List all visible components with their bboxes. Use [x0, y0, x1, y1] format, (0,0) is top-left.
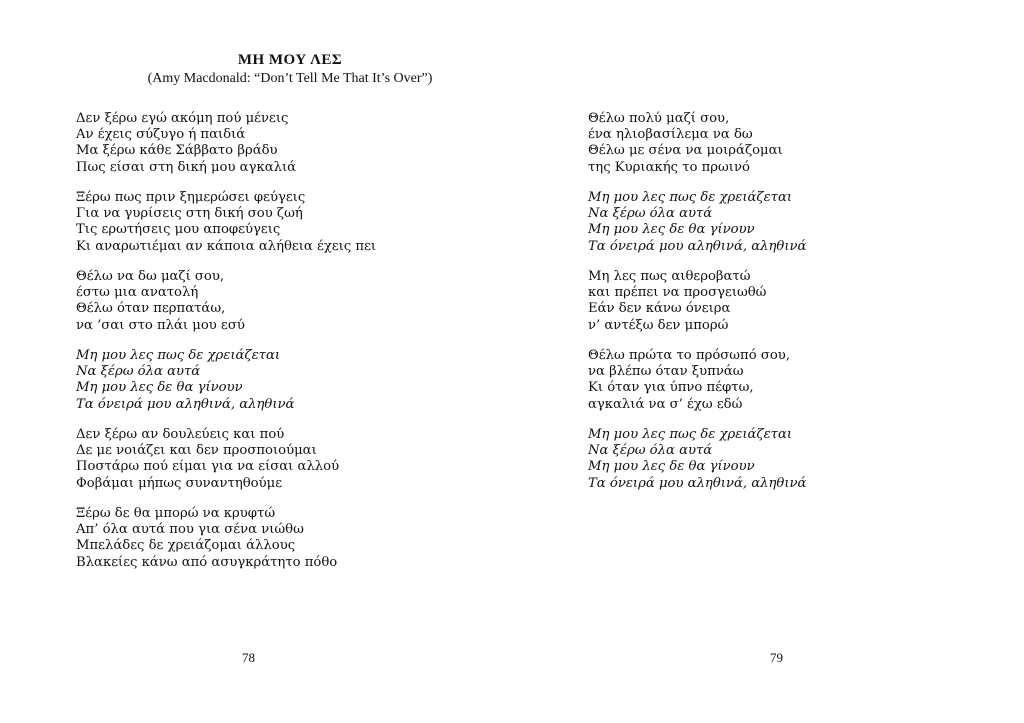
- lyric-line: Μη λες πως αιθεροβατώ: [588, 269, 751, 284]
- lyric-line: Ξέρω πως πριν ξημερώσει φεύγεις: [76, 190, 306, 205]
- lyric-line: να βλέπω όταν ξυπνάω: [588, 364, 744, 380]
- lyric-line: Εάν δεν κάνω όνειρα: [588, 301, 731, 317]
- lyric-line: Δεν ξέρω εγώ ακόμη πού μένεις: [76, 111, 289, 126]
- lyric-line: Ποστάρω πού είμαι για να είσαι αλλού: [76, 459, 340, 475]
- lyric-line: Δεν ξέρω αν δουλεύεις και πού: [76, 427, 285, 442]
- lyric-line: Τα όνειρά μου αληθινά, αληθινά: [588, 238, 807, 254]
- page-number: 78: [242, 650, 255, 665]
- lyric-line: Να ξέρω όλα αυτά: [588, 206, 713, 222]
- lyric-line: Για να γυρίσεις στη δική σου ζωή: [76, 206, 303, 222]
- lyric-line: Να ξέρω όλα αυτά: [588, 443, 713, 459]
- lyric-line: Τα όνειρά μου αληθινά, αληθινά: [588, 475, 807, 491]
- lyric-line: Μα ξέρω κάθε Σάββατο βράδυ: [76, 143, 278, 159]
- stanza-1: [588, 111, 783, 176]
- lyric-line: Μη μου λες δε θα γίνουν: [588, 459, 755, 475]
- lyric-line: Αν έχεις σύζυγο ή παιδιά: [76, 127, 246, 143]
- lyric-line: Πως είσαι στη δική μου αγκαλιά: [76, 159, 297, 175]
- song-title: ΜΗ ΜΟΥ ΛΕΣ: [237, 52, 343, 68]
- lyric-line: Θέλω όταν περπατάω,: [76, 301, 226, 317]
- lyric-line: Βλακείες κάνω από ασυγκράτητο πόθο: [76, 554, 338, 570]
- lyric-line: και πρέπει να προσγειωθώ: [588, 285, 767, 301]
- lyric-line: της Κυριακής το πρωινό: [588, 159, 750, 175]
- song-subtitle: (Amy Macdonald: “Don’t Tell Me That It’s Over”): [147, 71, 433, 86]
- stanza-4-chorus: [76, 348, 294, 413]
- lyric-line: ένα ηλιοβασίλεμα να δω: [588, 127, 753, 143]
- stanza-6: [76, 506, 337, 571]
- lyric-line: Κι αναρωτιέμαι αν κάποια αλήθεια έχεις πει: [76, 238, 377, 254]
- stanza-3: [588, 269, 766, 334]
- lyric-line: Θέλω να δω μαζί σου,: [76, 269, 225, 284]
- lyric-line: Κι όταν για ύπνο πέφτω,: [588, 380, 754, 396]
- lyric-line: Μη μου λες πως δε χρειάζεται: [588, 190, 793, 205]
- stanza-1: [76, 111, 296, 176]
- lyric-line: Μη μου λες δε θα γίνουν: [76, 380, 243, 396]
- lyric-line: Μπελάδες δε χρειάζομαι άλλους: [76, 538, 296, 554]
- lyric-line: ν’ αντέξω δεν μπορώ: [588, 317, 729, 333]
- lyric-line: Θέλω πολύ μαζί σου,: [588, 111, 730, 126]
- stanza-5-chorus: [588, 427, 806, 492]
- lyric-line: Να ξέρω όλα αυτά: [76, 364, 201, 380]
- lyric-line: Ξέρω δε θα μπορώ να κρυφτώ: [76, 506, 276, 521]
- stanza-3: [76, 269, 245, 334]
- lyric-line: Μη μου λες πως δε χρειάζεται: [76, 348, 281, 363]
- right-page: [512, 0, 1024, 723]
- lyric-line: Δε με νοιάζει και δεν προσποιούμαι: [76, 443, 317, 459]
- lyric-line: να ’σαι στο πλάι μου εσύ: [76, 317, 245, 333]
- stanza-2-chorus: [588, 190, 806, 255]
- lyric-line: έστω μια ανατολή: [76, 285, 199, 301]
- lyric-line: Θέλω πρώτα το πρόσωπό σου,: [588, 348, 791, 363]
- lyric-line: Απ’ όλα αυτά που για σένα νιώθω: [76, 522, 304, 538]
- lyric-line: Τα όνειρά μου αληθινά, αληθινά: [76, 396, 295, 412]
- stanza-2: [76, 190, 376, 255]
- stanza-4: [588, 348, 790, 413]
- page-number: 79: [770, 650, 783, 665]
- stanza-5: [76, 427, 339, 492]
- lyric-line: Φοβάμαι μήπως συναντηθούμε: [76, 475, 283, 491]
- lyric-line: Τις ερωτήσεις μου αποφεύγεις: [76, 222, 281, 238]
- lyric-line: αγκαλιά να σ’ έχω εδώ: [588, 396, 743, 412]
- lyric-line: Μη μου λες πως δε χρειάζεται: [588, 427, 793, 442]
- lyric-line: Θέλω με σένα να μοιράζομαι: [588, 143, 783, 159]
- lyric-line: Μη μου λες δε θα γίνουν: [588, 222, 755, 238]
